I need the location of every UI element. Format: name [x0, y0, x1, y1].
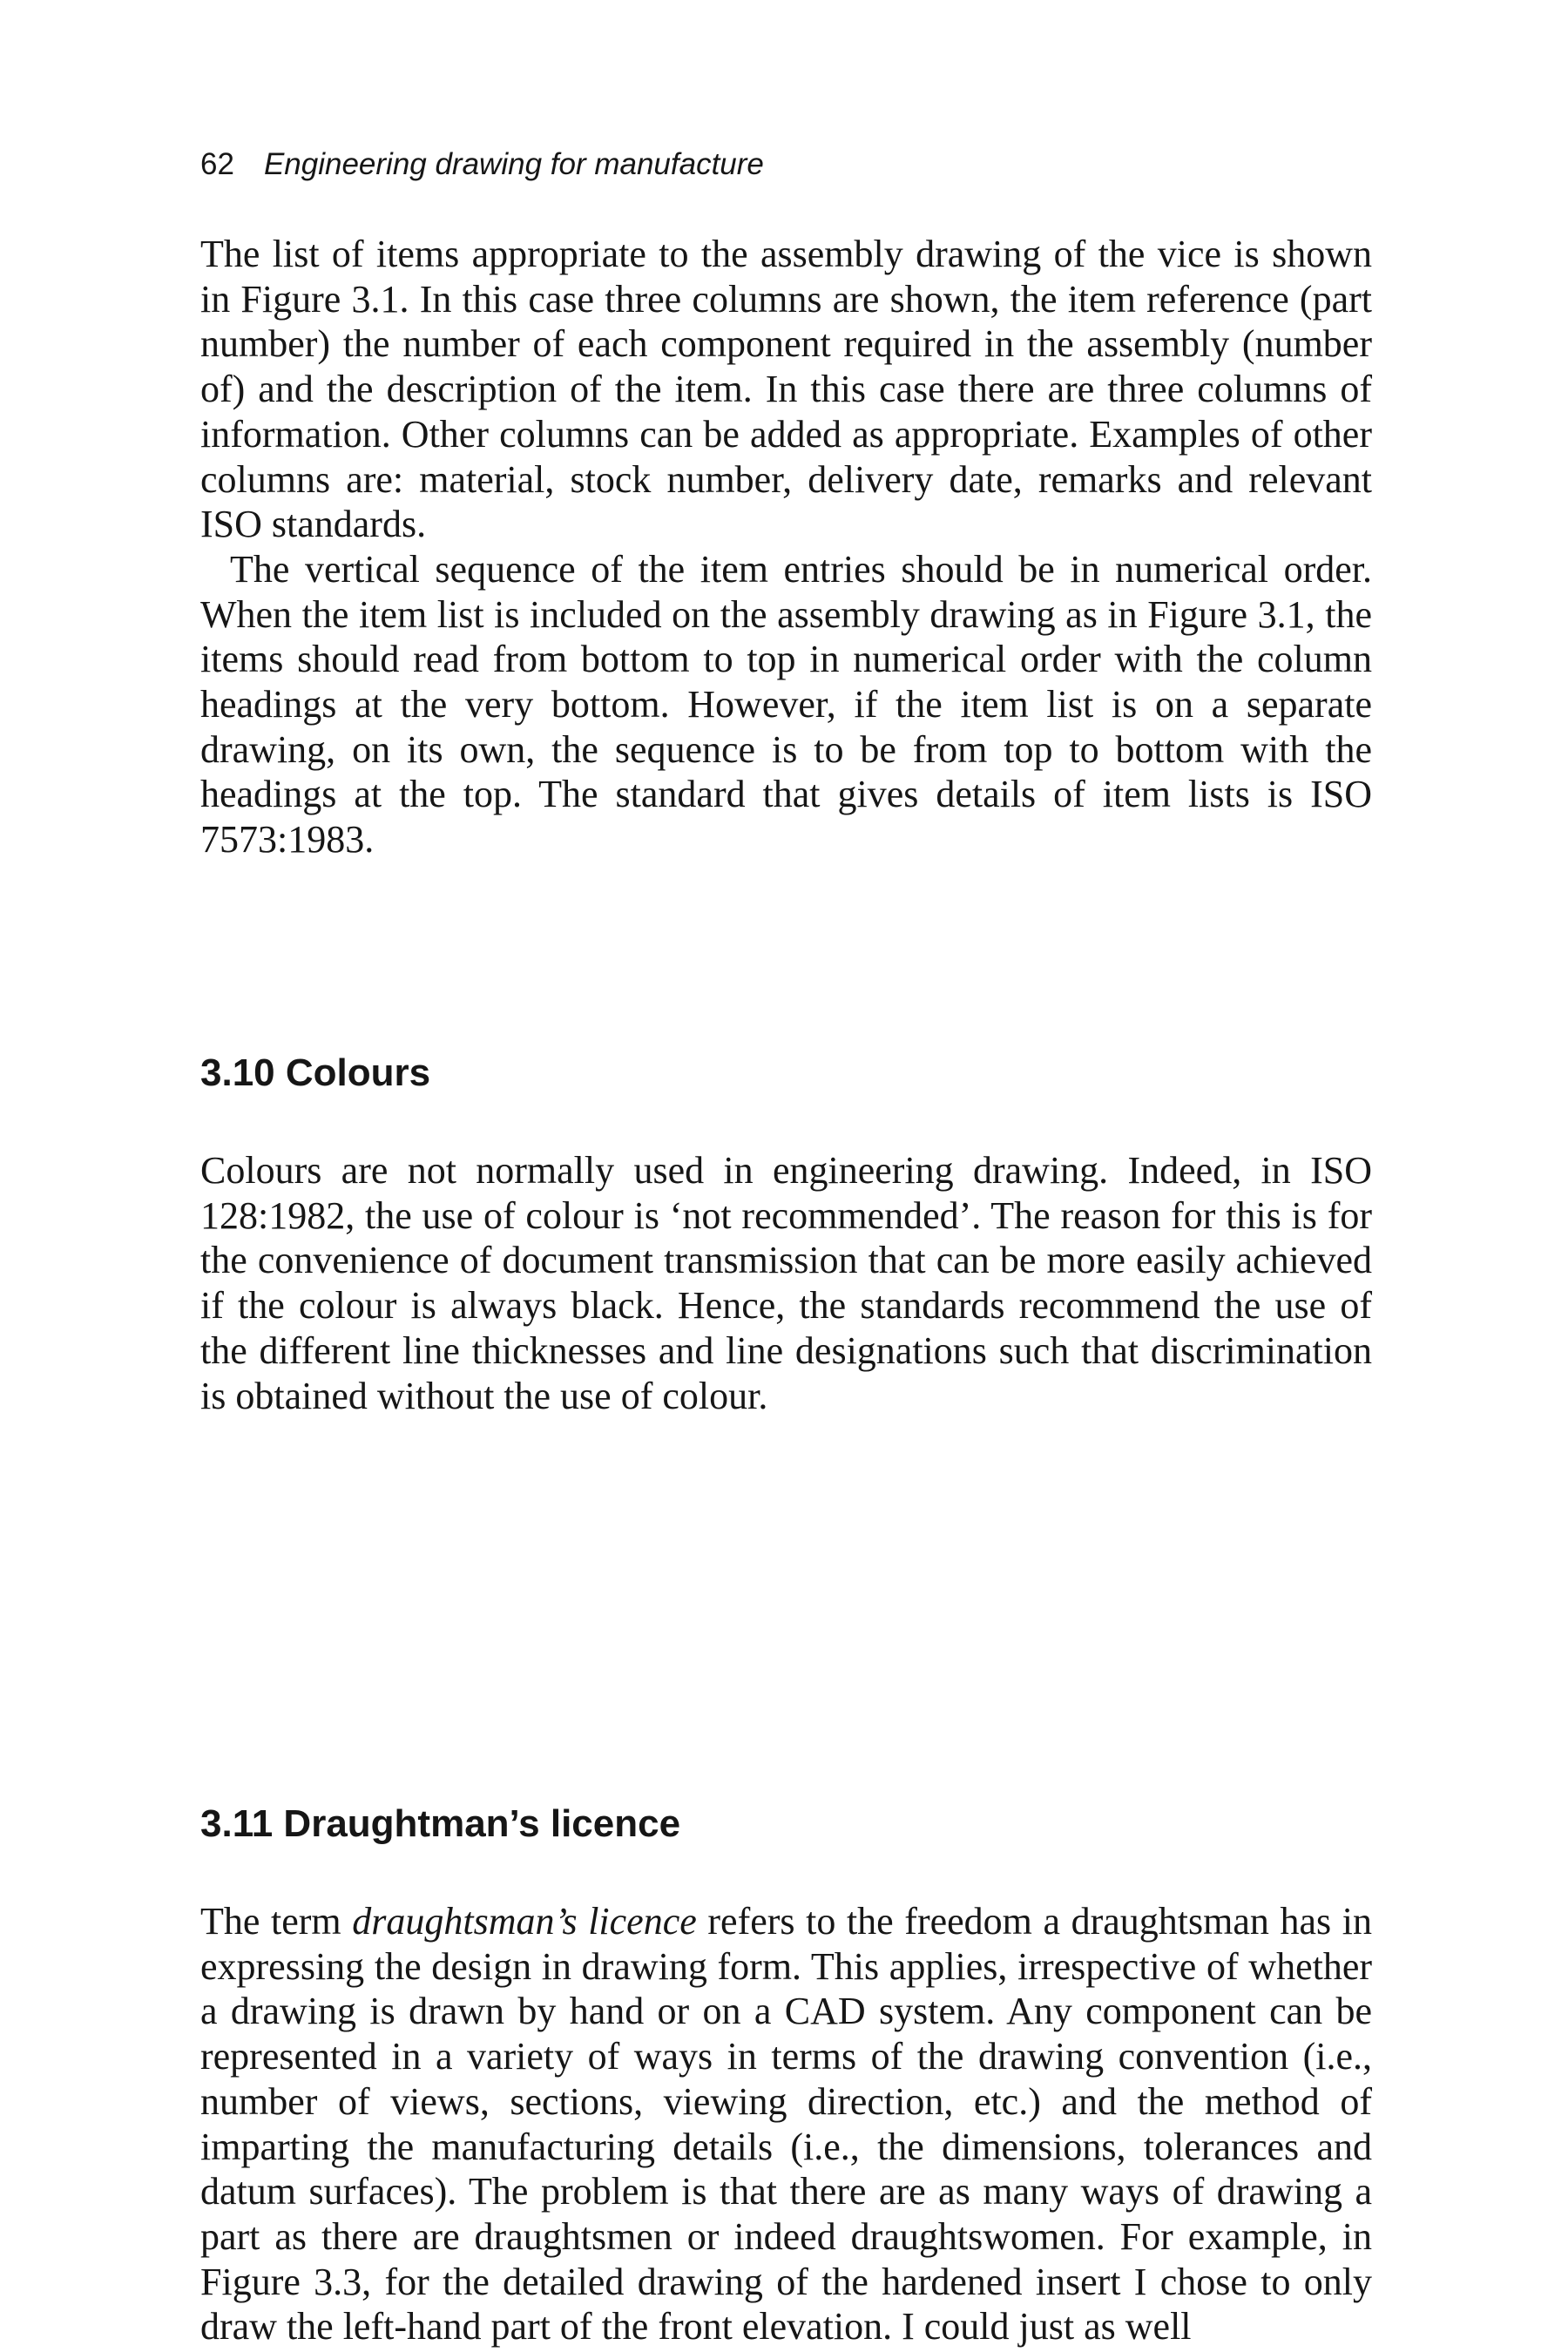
licence-term-italic: draughtsman’s licence — [352, 1900, 697, 1943]
paragraph-item-list-columns: The list of items appropriate to the assembly drawing of the vice is shown in Figure 3.1. In this case three columns are shown, the item reference (part number) the number of each component required in the assembly (number of) and the description of the item. In this case there are three columns of information. Other columns can be added as appropriate. Examples of other columns are: material, stock number, delivery date, remarks and relevant ISO standards. — [200, 233, 1372, 546]
paragraph-colours: Colours are not normally used in engineering drawing. Indeed, in ISO 128:1982, the use of colour is ‘not recommended’. The reason for this is for the convenience of document transmission that can be more easily achieved if the colour is always black. Hence, the standards recommend the use of the different line thicknesses and line designations such that discrimination is obtained without the use of colour. — [200, 1149, 1372, 1417]
page-header — [200, 145, 764, 184]
page-number: 62 — [200, 147, 234, 181]
licence-lead-text: The term — [200, 1900, 353, 1943]
licence-body-text: refers to the freedom a draughtsman has in expressing the design in drawing form. This applies, irrespective of whether a drawing is drawn by hand or on a CAD system. Any component can be represented in a variety of ways in terms of the drawing convention (i.e., number of views, sections, viewing direction, etc.) and the method of imparting the manufacturing details (i.e., the dimensions, tolerances and datum surfaces). The problem is that there are as many ways of drawing a part as there are draughtsmen or indeed draughtswomen. For example, in Figure 3.3, for the detailed drawing of the hardened insert I chose to only draw the left-hand part of the front elevation. I could just as well — [200, 1900, 1372, 2349]
section-heading-licence: 3.11 Draughtman’s licence — [200, 1802, 681, 1845]
body-text-block — [200, 232, 1372, 862]
colours-text-block — [200, 1148, 1372, 1418]
paragraph-item-sequence: The vertical sequence of the item entries should be in numerical order. When the item list is included on the assembly drawing as in Figure 3.1, the items should read from bottom to top in numerical order with the column headings at the very bottom. However, if the item list is on a separate drawing, on its own, the sequence is to be from top to bottom with the headings at the top. The standard that gives details of item lists is ISO 7573:1983. — [200, 547, 1372, 862]
section-heading-colours: 3.10 Colours — [200, 1051, 431, 1094]
running-title: Engineering drawing for manufacture — [263, 147, 764, 181]
licence-text-block — [200, 1899, 1372, 2349]
paragraph-licence — [200, 1899, 1372, 2349]
